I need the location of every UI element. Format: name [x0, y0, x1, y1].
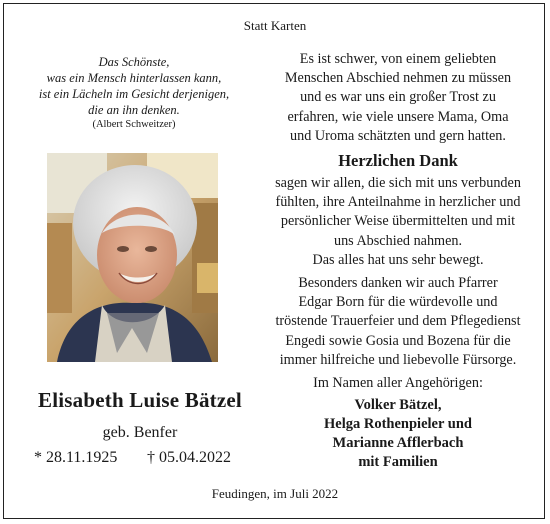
special-thanks-line: Engedi sowie Gosia und Bozena für die [285, 332, 511, 349]
thanks-line: persönlicher Weise übermittelten und mit [280, 213, 516, 230]
intro-line: und es war uns ein großer Trost zu [300, 89, 496, 106]
thanks-line: uns Abschied nahmen. [333, 232, 463, 249]
thanks-line: fühlten, ihre Anteilnahme in herzlicher und [275, 194, 521, 211]
quote-block [30, 54, 238, 131]
signer-line: Marianne Afflerbach [332, 435, 464, 452]
intro-line: erfahren, wie viele unsere Mama, Oma [287, 108, 509, 125]
special-thanks-line: Edgar Born für die würdevolle und [298, 294, 498, 311]
death-date: † 05.04.2022 [147, 449, 231, 466]
quote-author: (Albert Schweitzer) [92, 119, 176, 130]
signers-block [258, 396, 538, 472]
place-date-footer: Feudingen, im Juli 2022 [211, 486, 339, 501]
birth-date: * 28.11.1925 [34, 449, 118, 466]
thanks-line: Das alles hat uns sehr bewegt. [312, 251, 484, 268]
quote-line: Das Schönste, [98, 55, 170, 69]
thanks-line: sagen wir allen, die sich mit uns verbunden [275, 175, 521, 192]
portrait-photo [47, 153, 218, 362]
signer-line: Volker Bätzel, [354, 397, 442, 414]
deceased-name: Elisabeth Luise Bätzel [38, 388, 242, 412]
quote-line: die an ihn denken. [88, 103, 180, 117]
special-thanks-line: immer hilfreiche und liebevolle Fürsorge. [279, 351, 517, 368]
thank-you-message [258, 50, 538, 472]
special-thanks-line: tröstende Trauerfeier und dem Pflegedienst [275, 313, 521, 330]
special-thanks-line: Besonders danken wir auch Pfarrer [298, 275, 498, 292]
intro-line: Es ist schwer, von einem geliebten [299, 51, 497, 67]
signer-line: mit Familien [358, 454, 438, 471]
birth-name: geb. Benfer [102, 424, 178, 441]
quote-line: ist ein Lächeln im Gesicht derjenigen, [38, 87, 230, 101]
intro-line: und Uroma schätzten und gern hatten. [290, 127, 506, 144]
on-behalf-line: Im Namen aller Angehörigen: [313, 375, 483, 392]
thanks-heading: Herzlichen Dank [338, 151, 458, 171]
header-statt-karten: Statt Karten [243, 18, 307, 33]
intro-line: Menschen Abschied nehmen zu müssen [284, 70, 512, 87]
quote-line: was ein Mensch hinterlassen kann, [46, 71, 222, 85]
signer-line: Helga Rothenpieler und [324, 416, 472, 433]
